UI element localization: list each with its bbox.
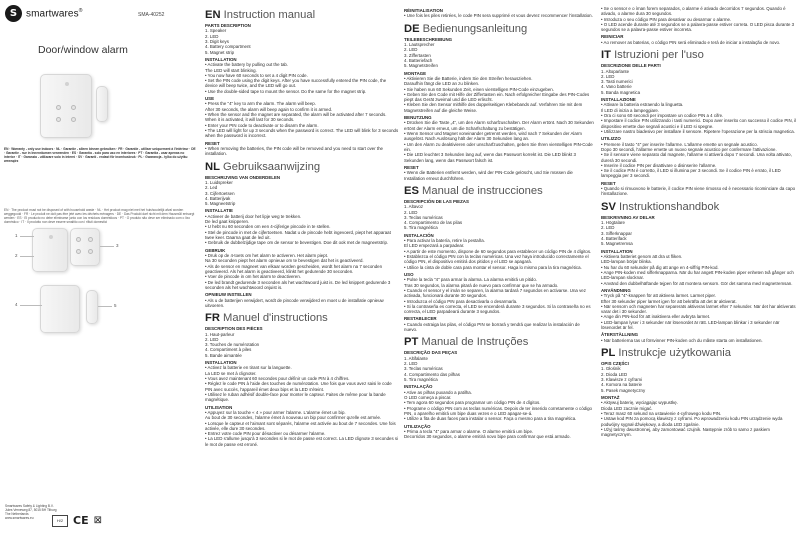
manual-text-line: The LED will start blinking. xyxy=(205,67,257,73)
manual-text-line: • Utilice la cinta de doble cara para montar el sensor. Haga lo mismo para la tira magnética. xyxy=(404,264,582,270)
subsection-heading: RESET xyxy=(601,180,616,186)
subsection xyxy=(205,175,399,207)
callout-leader xyxy=(98,306,112,307)
manual-text-line: • Pulse la tecla "4" para armar la alarma. La alarma emitirá un pitido. xyxy=(404,277,538,283)
manual-text-line: 1. Haut-parleur xyxy=(205,331,235,337)
manual-text-line: • Utilizzare nastro biadesivo per installare il sensore. Ripetere l'operazione per la striscia magnetica. xyxy=(601,128,795,134)
weee-bin-icon: ⊠ xyxy=(93,515,102,526)
key-1-icon xyxy=(56,105,61,110)
subsection-heading: OPNIEUW INSTELLEN xyxy=(205,292,252,298)
manual-text-line: 2. LED xyxy=(601,225,615,231)
manual-text-line: 2. LED xyxy=(404,209,418,215)
callout-5: 5 xyxy=(114,303,117,308)
manual-text-line: 2. LED xyxy=(404,47,418,53)
manual-text-line: 2. LED xyxy=(205,336,219,342)
diagram-key-icon xyxy=(76,237,81,242)
manual-text-line: • Druk op de 4-toets om het alarm te activeren. Het alarm piept. xyxy=(205,253,329,259)
manual-text-line: 3. Teclas numéricas xyxy=(404,366,443,372)
manual-text-line: • Nu har du 60 sekunder på dig att ange en 4-siffrig PIN-kod. xyxy=(601,264,719,270)
subsection-heading: USE xyxy=(205,96,215,102)
subsection-heading: INSTALLATIE xyxy=(205,208,233,214)
section-title xyxy=(205,161,399,173)
manual-text-line: 2. LED xyxy=(601,73,615,79)
manual-text-line: 1. Speaker xyxy=(205,28,227,34)
manual-text-line: • När sensorn och magneten har separerats aktiveras larmet efter 7 sekunder. När det har aktiverats varar det i 30 sekunder. xyxy=(601,303,796,315)
callout-3: 3 xyxy=(116,243,119,248)
manual-text-line: 4. Komora na baterie xyxy=(601,382,643,388)
manual-section xyxy=(205,161,399,309)
subsection-heading: TEILEBESCHREIBUNG xyxy=(404,36,453,42)
section-lang-code: EN xyxy=(205,9,221,21)
key-3-icon xyxy=(56,117,61,122)
section-lang-code: PT xyxy=(404,336,419,349)
manual-text-line: 5. Magnetstreifen xyxy=(404,63,438,69)
manual-text-line: • Teraz masz 60 sekund na ustawienie 4-cyfrowego kodu PIN. xyxy=(601,410,722,416)
subsection xyxy=(205,96,399,138)
manual-section xyxy=(404,8,594,19)
manual-text-line: Decorridos 30 segundos, o alarme emitirá novo bipe para confirmar que está armado. xyxy=(404,434,571,440)
subsection xyxy=(601,395,797,437)
manual-column-2 xyxy=(404,6,594,540)
manual-text-line: • Premere il tasto "4" per inserire l'allarme. L'allarme emette un segnale acustico. xyxy=(601,141,758,147)
manual-text-line: 1. Głośnik xyxy=(601,366,621,372)
subsection-heading: INSTALAÇÃO xyxy=(404,384,433,390)
manual-text-line: 3. Digit keys xyxy=(205,39,229,44)
manual-text-line: 1. Lautsprecher xyxy=(404,42,435,48)
manual-text-line: 5. Magnetremsa xyxy=(601,241,633,247)
manual-text-line: • Tryck på "4"-knappen för att aktivera larmet. Larmet piper. xyxy=(601,293,716,299)
subsection xyxy=(404,165,594,181)
manual-text-line: Il LED di inizia a lampeggiare. xyxy=(601,107,660,113)
subsection xyxy=(205,57,399,94)
subsection-heading: RESET xyxy=(205,140,220,146)
manual-text-line: • Introduza o seu código PIN para desativar ou desarmar o alarme. xyxy=(601,16,732,22)
manual-text-line: • Appuyez sur la touche « 4 » pour armer l'alarme. L'alarme émet un bip. xyxy=(205,409,346,415)
callout-1: 1 xyxy=(15,233,18,238)
manual-text-line: • Wenn Sensor und Magnet voneinander getrennt werden, wird nach 7 Sekunden der Alarm ausgelöst. Nach Auslösung hält der Alarm 30 Sekunden lang an. xyxy=(404,131,582,142)
subsection-heading: RÉINITIALISATION xyxy=(404,8,443,13)
manual-text-line: • Utilize a fita de duas faces para instalar o sensor. Faça o mesmo para a tira magnética. xyxy=(404,416,577,422)
manual-section xyxy=(601,6,797,45)
parts-diagram-keypad xyxy=(70,228,100,266)
manual-text-line: • Ao remover as baterias, o código PIN será eliminado e terá de iniciar a instalação de novo. xyxy=(601,39,781,45)
manual-text-line: Dioda LED zacznie migać. xyxy=(601,405,653,411)
sensor-illustration xyxy=(40,74,92,138)
certification-marks xyxy=(52,514,102,527)
manual-text-line: • When removing the batteries, the PIN code will be removed and you need to start over the installation. xyxy=(205,145,383,157)
parts-diagram-back xyxy=(40,285,80,333)
section-title-text: Istruzioni per l'uso xyxy=(614,49,704,62)
section-title-text: Bedienungsanleitung xyxy=(422,22,528,35)
key-4-icon xyxy=(71,117,76,122)
subsection-heading: OPIS CZĘŚCI xyxy=(601,361,629,367)
subsection xyxy=(205,326,399,358)
manual-text-line: 3. Teclas numéricas xyxy=(404,214,443,220)
subsection xyxy=(601,249,797,286)
section-title xyxy=(601,201,797,213)
manual-text-line: • Une fois les piles retirées, le code PIN sera supprimé et vous devrez recommencer l'installation. xyxy=(404,13,593,19)
manual-text-line: • Use the double-sided tape to mount the sensor. Do the same for the magnet strip. xyxy=(205,88,367,94)
manual-text-line: • Se o sensor e o íman forem separados, o alarme é ativado decorridos 7 segundos. Quando é ativado, o alarme dura 30 segundos. xyxy=(601,6,786,17)
subsection xyxy=(404,272,594,314)
manual-text-line: • Ange PIN-koden med sifferknapparna. När du har angett PIN-koden piper enheten två gånger och LED-lampan slocknar. xyxy=(601,269,794,281)
manual-text-line: • Se il sensore viene separato dal magnete, l'allarme si attiverà dopo 7 secondi. Una volta attivato, durerà 30 secondi. xyxy=(601,152,792,163)
manual-text-line: • Ora ci sono 60 secondi per impostare un codice PIN a 4 cifre. xyxy=(601,113,724,119)
subsection xyxy=(205,208,399,245)
manual-text-line: • Activeer de batterij door het lipje weg te trekken. xyxy=(205,213,302,219)
manual-text-line: • Als de sensor en magneet van elkaar worden gescheiden, wordt het alarm na 7 seconden geactiveerd. Als het alarm is geactiveerd, klinkt het gedurende 30 seconden. xyxy=(205,263,383,274)
parts-diagram-magnet xyxy=(86,290,98,324)
section-title xyxy=(601,347,797,359)
subsection-heading: UTILISATION xyxy=(205,404,233,410)
manual-text-line: 3. Sifferknappar xyxy=(601,230,632,236)
manual-text-line: • Vous avez maintenant 60 secondes pour définir un code PIN à 4 chiffres. xyxy=(205,376,350,382)
manual-text-line: • The LED will light for up 3 seconds when the password is correct. The LED will blink for 3 seconds when the password is incorrect. xyxy=(205,127,399,139)
subsection xyxy=(404,37,594,69)
manual-text-line: 5. Bande aimantée xyxy=(205,352,242,358)
subsection xyxy=(205,23,399,55)
manual-text-line: Tras 30 segundos, la alarma pitará de nuevo para confirmar que se ha armado. xyxy=(404,282,559,288)
manual-text-line: • Aktivieren Sie die Batterie, indem Sie den Streifen herausziehen. xyxy=(404,76,533,81)
section-title xyxy=(205,312,399,324)
section-lang-code: SV xyxy=(601,200,616,213)
manual-text-line: • Réglez le code PIN à l'aide des touches de numérotation. Une fois que vous avez saisi le code PIN avec succès, l'appareil émet deux bips et la LED s'éteint. xyxy=(205,381,392,392)
manual-text-line: • Tem agora 60 segundos para programar um código PIN de 4 dígitos. xyxy=(404,400,541,406)
manual-text-line: • U hebt nu 60 seconden om een 4-cijferige pincode in te stellen. xyxy=(205,224,331,230)
subsection xyxy=(601,97,797,134)
manual-text-line: • När batterierna tas ut försvinner PIN-koden och du måste starta om installationen. xyxy=(601,337,763,343)
manual-text-line: Efter 30 sekunder piper larmet igen för att bekräfta att det är aktiverat. xyxy=(601,298,737,304)
manual-text-line: • La LED s'allume jusqu'à 3 secondes si le mot de passe est correct. La LED clignote 3 secondes si le mot de passe est erroné. xyxy=(205,436,399,447)
subsection xyxy=(205,292,399,308)
subsection-heading: DESCRIPTION DES PIÈCES xyxy=(205,326,263,332)
manual-text-line: • Establezca el código PIN con la teclas numéricas. Una vez haya introducido correctamente el código PIN, el dispositivo emitirá dos pitidos y el LED se apagará. xyxy=(404,254,589,265)
manual-text-line: • Introduzca el código PIN para desactivarla o desarmarla. xyxy=(404,298,518,304)
subsection xyxy=(404,8,594,19)
manual-text-line: • Använd den dubbelhäftande tejpen för att montera sensorn. Gör det samma med magnetremsan. xyxy=(601,280,793,286)
manual-text-line: 1. Altoparlante xyxy=(601,68,630,74)
brand-logo xyxy=(5,5,82,22)
manual-text-line: 3. Cijfertoetsen xyxy=(205,190,235,196)
manual-text-line: • Als u de batterijen verwijdert, wordt de pincode verwijderd en moet u de installatie opnieuw uitvoeren. xyxy=(205,297,384,308)
manufacturer-address: Smartwares Safety & Lighting B.V. Jules Verneweg 87, 5015 BH Tilburg The Netherlands www.smartwares.eu xyxy=(5,504,57,520)
subsection-heading: INSTALACIÓN xyxy=(404,232,434,238)
subsection xyxy=(404,384,594,421)
subsection-heading: RESET xyxy=(404,164,419,170)
manual-text-line: 3. Tasti numerici xyxy=(601,79,633,85)
subsection-heading: INSTALLATION xyxy=(205,360,237,366)
manual-text-line: • Ative as pilhas puxando a patilha. xyxy=(404,389,472,395)
model-number: SMA-40252 xyxy=(138,12,165,18)
manual-section xyxy=(205,9,399,157)
manual-text-line: 5. Magnet strip xyxy=(205,49,235,55)
manual-text-line: • Si la contraseña es correcta, el LED se encenderá durante 3 segundos. Si la contraseña no es correcta, el LED parpadeará durante 3 segundos. xyxy=(404,303,591,315)
subsection-heading: INSTALLAZIONE xyxy=(601,97,636,103)
manual-text-line: • Um den Alarm zu deaktivieren oder unscharfzuschalten, geben Sie Ihren vierstelligen PIN-Code ein. xyxy=(404,141,593,152)
manual-text-line: • Gebruik de dubbelzijdige tape om de sensor te bevestigen. Doe dit ook met de magneetstrip. xyxy=(205,240,389,246)
manual-text-line: 4. Batterifack xyxy=(601,236,627,242)
subsection xyxy=(601,63,797,95)
manual-text-line: • De led brandt gedurende 3 seconden als het wachtwoord juist is. De led knippert gedurende 3 seconden als het wachtwoord onjuist is. xyxy=(205,279,391,290)
manual-column-1 xyxy=(205,6,399,540)
disposal-notice: EN · The product must not be disposed of with household waste · NL · Het product mag niet met het huishoudelijk afval worden weggegooid · FR · Le produit ne doit pas être jeté avec les déchets ménagers · DE · Das Produkt darf nicht mit dem Hausmüll entsorgt werden · ES · El producto no debe eliminarse junto con los residuos domésticos · PT · O produto não deve ser eliminado com o lixo doméstico · IT · Il prodotto non deve essere smaltito con i rifiuti domestici xyxy=(4,208,195,225)
parts-diagram-sensor xyxy=(32,228,68,272)
manual-text-line: 5. Tira magnética xyxy=(404,225,438,231)
section-title-text: Manuel d'instructions xyxy=(223,312,328,325)
manual-text-line: 4. Vano batterie xyxy=(601,84,632,90)
manual-text-line: 1. Luidspreker xyxy=(205,179,233,185)
subsection-heading: REINICIAR xyxy=(601,34,624,40)
callout-4: 4 xyxy=(15,302,18,307)
diagram-key-icon xyxy=(76,249,81,254)
section-lang-code: DE xyxy=(404,22,420,35)
warranty-notice: EN · Warranty - only use indoors · NL · Garantie - alleen binnen gebruiken · FR · Garantie - utiliser uniquement à l'intérieur · DE · Garantie - nur in Innenräumen verwenden · ES · Garantía - solo para uso en interiores · PT · Garantia - usar apenas no interior · IT · Garanzia - utilizzare solo in interni · SV · Garanti - endast för inomhusbruk · PL · Gwarancja - tylko do użytku wewnątrz xyxy=(4,147,196,164)
section-title-text: Manual de instrucciones xyxy=(422,184,543,197)
manual-text-line: El LED empezará a parpadear. xyxy=(404,243,465,249)
manual-section xyxy=(601,49,797,197)
manual-text-line: • Lorsque le capteur et l'aimant sont séparés, l'alarme est activée au bout de 7 secondes. Une fois activée, elle dure 30 secondes. xyxy=(205,420,396,431)
manual-text-line: 4. Compartiment à piles xyxy=(205,347,252,353)
manual-text-line: 1. Högtalare xyxy=(601,220,625,226)
manual-text-line: • Voer de pincode in om het alarm te deactiveren. xyxy=(205,274,301,280)
hazard-mark-icon: H/2 xyxy=(52,515,68,527)
manual-text-line: • Attivare la batteria estraendo la linguetta. xyxy=(601,102,684,108)
manual-text-line: 5. Banda magnetica xyxy=(601,89,641,95)
section-title-text: Instrukcje użytkowania xyxy=(618,347,731,360)
manual-text-line: La LED se met à clignoter. xyxy=(205,370,257,376)
subsection-heading: BENUTZUNG xyxy=(404,115,432,121)
subsection xyxy=(404,199,594,231)
subsection xyxy=(205,141,399,157)
subsection xyxy=(205,248,399,290)
manual-text-line: 4. Batteriefach xyxy=(404,58,433,63)
section-lang-code: FR xyxy=(205,312,220,325)
manual-text-line: LED-lampan börjar blinka. xyxy=(601,259,652,265)
manual-text-line: • Para activar la batería, retire la pestaña. xyxy=(404,238,485,244)
manual-text-line: • Set the PIN code using the digit keys. After you have successfully entered the PIN code, the device will beep twice, and the LED will go out. xyxy=(205,78,387,89)
subsection-heading: GEBRUIK xyxy=(205,247,226,253)
subsection xyxy=(404,233,594,270)
manual-text-line: Dopo 30 secondi, l'allarme emette un nuovo segnale acustico per confermare l'attivazione. xyxy=(601,146,777,152)
manual-text-line: • Sie haben nun 60 Sekunden Zeit, einen vierstelligen PIN-Code einzugeben. xyxy=(404,86,554,92)
subsection xyxy=(601,215,797,247)
manual-text-line: • Se il codice PIN è corretto, il LED si illumina per 3 secondi. Se il codice PIN è errato, il LED lampeggia per 3 secondi. xyxy=(601,168,781,179)
subsection-heading: UTILIZZO xyxy=(601,136,621,142)
manual-text-line: • Drücken Sie die Taste „4“, um den Alarm scharfzuschalten. Der Alarm ertönt. Nach 30 Sekunden ertönt der Alarm erneut, um die Scharfschaltung zu bestätigen. xyxy=(404,120,594,131)
subsection-heading: USO xyxy=(404,271,414,277)
manual-section xyxy=(404,185,594,333)
section-lang-code: PL xyxy=(601,347,616,360)
manual-text-line: • Geben Sie den Code mit Hilfe der Ziffertasten ein. Nach erfolgreicher Eingabe des PIN-Codes piept das Gerät zweimal und die LED erlischt. xyxy=(404,91,590,103)
manual-text-line: 1. Altifalante xyxy=(404,355,428,361)
product-title: Door/window alarm xyxy=(38,44,128,56)
section-lang-code: ES xyxy=(404,184,419,197)
section-lang-code: NL xyxy=(205,160,220,173)
section-title xyxy=(205,9,399,21)
key-2-icon xyxy=(71,105,76,110)
manual-text-line: 4. Battery compartment xyxy=(205,44,251,50)
subsection xyxy=(205,405,399,447)
subsection-heading: MONTAŻ xyxy=(601,394,620,400)
manual-text-line: 5. Magneetstrip xyxy=(205,201,236,207)
subsection xyxy=(404,316,594,332)
manual-text-line: 4. Compartimento de las pilas xyxy=(404,220,463,226)
subsection-heading: ANVÄNDNING xyxy=(601,287,631,293)
manual-text-line: • A partir de este momento, dispone de 60 segundos para establecer un código PIN de 4 dígitos. xyxy=(404,248,592,254)
manual-text-line: Au bout de 30 secondes, l'alarme émet à nouveau un bip pour confirmer qu'elle est armée. xyxy=(205,415,382,421)
subsection-heading: RESTABLECER xyxy=(404,316,437,322)
manual-text-line: • Aktywuj baterię, wyciągając wypustkę. xyxy=(601,400,678,406)
manual-text-line: 3. Ziffertasten xyxy=(404,52,431,58)
subsection xyxy=(601,361,797,393)
cover-panel xyxy=(0,0,200,544)
manual-text-line: • Wenn die Batterien entfernt werden, wird der PIN-Code gelöscht, und Sie müssen die Installation erneut durchführen. xyxy=(404,170,573,181)
manual-text-line: • Cuando extraiga las pilas, el código PIN se borrará y tendrá que realizar la instalación de nuevo. xyxy=(404,321,580,333)
magnet-illustration xyxy=(96,86,108,122)
manual-text-line: • Entrez votre code PIN pour désactiver ou désarmer l'alarme. xyxy=(205,431,326,437)
callout-leader xyxy=(20,305,42,306)
callout-2: 2 xyxy=(15,253,18,258)
subsection-heading: PARTS DESCRIPTION xyxy=(205,23,251,28)
diagram-key-icon xyxy=(88,237,93,242)
section-title xyxy=(404,336,594,348)
manual-section xyxy=(601,347,797,437)
section-title xyxy=(601,49,797,61)
section-title-text: Manual de Instruções xyxy=(421,336,529,349)
manual-text-line: 2. Dioda LED xyxy=(601,371,628,377)
section-title xyxy=(404,185,594,197)
manual-text-line: • Kleben Sie den Sensor mithilfe des doppelseitigen Klebebands auf. Verfahren Sie mit dem Magnetstreifen auf die gleiche Weise. xyxy=(404,102,583,113)
manual-text-line: De led gaat knipperen. xyxy=(205,219,250,225)
section-title-text: Gebruiksaanwijzing xyxy=(223,160,321,173)
manual-text-line: 4. Compartimento das pilhas xyxy=(404,371,460,377)
subsection-heading: ÅTERSTÄLLNING xyxy=(601,332,639,338)
subsection xyxy=(404,115,594,163)
section-title xyxy=(404,23,594,35)
manual-text-line: • Press the "4" key to arm the alarm. The alarm will beep. xyxy=(205,101,316,107)
manual-text-line: O LED começa a piscar. xyxy=(404,395,452,401)
manual-text-line: After 30 seconds, the alarm will beep again to confirm it is armed. xyxy=(205,106,333,112)
subsection xyxy=(601,288,797,330)
subsection-heading: DESCRIZIONE DELLE PARTI xyxy=(601,63,661,69)
subsection xyxy=(404,424,594,440)
manual-text-line: 4. Batterijvak xyxy=(205,195,231,201)
diagram-led-icon xyxy=(49,235,53,239)
manual-text-line: • You now have 60 seconds to set a 4 digit PIN code. xyxy=(205,72,308,78)
subsection-heading: INSTALLATION xyxy=(205,56,237,62)
manual-text-line: • O LED acende durante até 3 segundos se a palavra-passe estiver correta. O LED pisca durante 3 segundos se a palavra-passe estiver incorreta. xyxy=(601,21,795,33)
manual-text-line: • Activate the battery by pulling out the tab. xyxy=(205,62,289,68)
subsection-heading: DESCRIPCIÓN DE LAS PIEZAS xyxy=(404,198,469,204)
subsection xyxy=(601,136,797,178)
subsection-heading: MONTAGE xyxy=(404,70,427,76)
manual-text-line: 5. Tira magnética xyxy=(404,377,438,383)
manual-text-line: • Aktivera batteriet genom att dra ut fliken. xyxy=(601,254,683,260)
manual-text-line: 1. Altavoz xyxy=(404,204,424,210)
manual-column-3 xyxy=(601,6,797,540)
manual-text-line: Na 30 seconden piept het alarm opnieuw om te bevestigen dat het is geactiveerd. xyxy=(205,258,364,264)
manual-text-line: • Activez la batterie en tirant sur la languette. xyxy=(205,365,292,371)
subsection-heading: DESCRIÇÃO DAS PEÇAS xyxy=(404,350,458,356)
manual-text-line: Daraufhin fängt die LED an zu blinken. xyxy=(404,81,480,87)
section-title-text: Instruktionshandbok xyxy=(619,200,720,213)
led-indicator xyxy=(65,82,69,86)
callout-leader xyxy=(20,256,34,257)
manual-text-line: • Ustaw kod PIN za pomocą klawiszy z cyframi. Po wprowadzeniu kodu PIN urządzenie wyda podwójny sygnał dźwiękowy, a dioda LED zgaśnie. xyxy=(601,416,783,427)
subsection xyxy=(601,34,797,45)
manual-text-line: • Użyj taśmy dwustronnej, aby zamontować czujnik. Następnie zrób to samo z paskiem magnetycznym. xyxy=(601,426,770,438)
manual-text-line: • Cuando el sensor y el imán se separen, la alarma tardará 7 segundos en activarse. Una vez activada, funcionará durante 30 segundos. xyxy=(404,287,586,299)
callout-leader xyxy=(20,236,34,237)
manual-text-line: • Impostare il codice PIN utilizzando i tasti numerici. Dopo aver inserito con successo il codice PIN, il dispositivo emette due segnali acustici e il LED si spegne. xyxy=(601,118,797,129)
manual-text-line: • Stel de pincode in met de cijfertoetsen. Nadat u de pincode hebt ingevoerd, piept het apparaat twee keer. Daarna gaat de led uit. xyxy=(205,229,391,241)
callout-leader xyxy=(100,246,114,247)
section-title-text: Instruction manual xyxy=(223,9,316,21)
subsection xyxy=(404,71,594,113)
subsection-heading: INSTALLATION xyxy=(601,248,633,254)
manual-text-line: • Quando si rimuovono le batterie, il codice PIN viene rimosso ed è necessario ricominciare da capo l'installazione. xyxy=(601,186,796,197)
manual-text-line: • Inserire il codice PIN per disattivare o disinserire l'allarme. xyxy=(601,162,717,168)
section-lang-code: IT xyxy=(601,49,611,62)
subsection xyxy=(601,6,797,32)
manual-text-line: • Prima a tecla "4" para armar o alarme. O alarme emitirá um bipe. xyxy=(404,428,534,434)
subsection xyxy=(601,181,797,197)
manual-text-line: • Ange din PIN-kod för att inaktivera eller avbryta larmet. xyxy=(601,314,711,320)
manual-text-line: 3. Touches de numérotation xyxy=(205,342,260,348)
subsection xyxy=(601,332,797,343)
manual-text-line: 5. Pasek magnetyczny xyxy=(601,387,646,393)
manual-section xyxy=(404,23,594,181)
subsection xyxy=(404,350,594,382)
manual-section xyxy=(205,312,399,447)
subsection xyxy=(205,360,399,402)
subsection-heading: BESCHRIJVING VAN ONDERDELEN xyxy=(205,174,281,180)
manual-section xyxy=(404,336,594,439)
subsection-heading: UTILIZAÇÃO xyxy=(404,423,431,429)
brand-name: smartwares® xyxy=(26,7,83,20)
manual-text-line: 3. Klawisze z cyframi xyxy=(601,377,642,383)
manual-text-line: • When the sensor and the magnet are separated, the alarm will be activated after 7 seconds. When it is activated, it will last for 30 seconds. xyxy=(205,112,387,123)
manual-text-line: • Die LED leuchtet 3 Sekunden lang auf, wenn das Passwort korrekt ist. Die LED blinkt 3 Sekunden lang, wenn das Passwort falsch ist. xyxy=(404,152,576,163)
manual-text-line: • Enter your PIN code to deactivate or to disarm the alarm. xyxy=(205,122,319,128)
manual-text-line: • Programe o código PIN com as teclas numéricas. Depois de ter inserido corretamente o código PIN, o aparelho emitirá um bipe duas vezes e o LED apagar-se-á. xyxy=(404,405,592,416)
manual-text-line: 2. LED xyxy=(205,33,219,39)
manual-text-line: • Utilisez le ruban adhésif double-face pour monter le capteur. Faites de même pour la bande magnétique. xyxy=(205,391,386,403)
manual-text-line: 2. LED xyxy=(404,361,418,367)
manual-section xyxy=(601,201,797,343)
subsection-heading: BESKRIVNING AV DELAR xyxy=(601,214,655,220)
brand-logo-icon: S xyxy=(5,5,22,22)
manual-text-line: • LED-lampan lyser i 3 sekunder när lösenordet är rätt. LED-lampan blinkar i 3 sekunder när lösenordet är fel. xyxy=(601,319,780,331)
diagram-key-icon xyxy=(88,249,93,254)
manual-text-line: 2. Led xyxy=(205,185,218,191)
ce-mark-icon: CE xyxy=(73,514,89,527)
